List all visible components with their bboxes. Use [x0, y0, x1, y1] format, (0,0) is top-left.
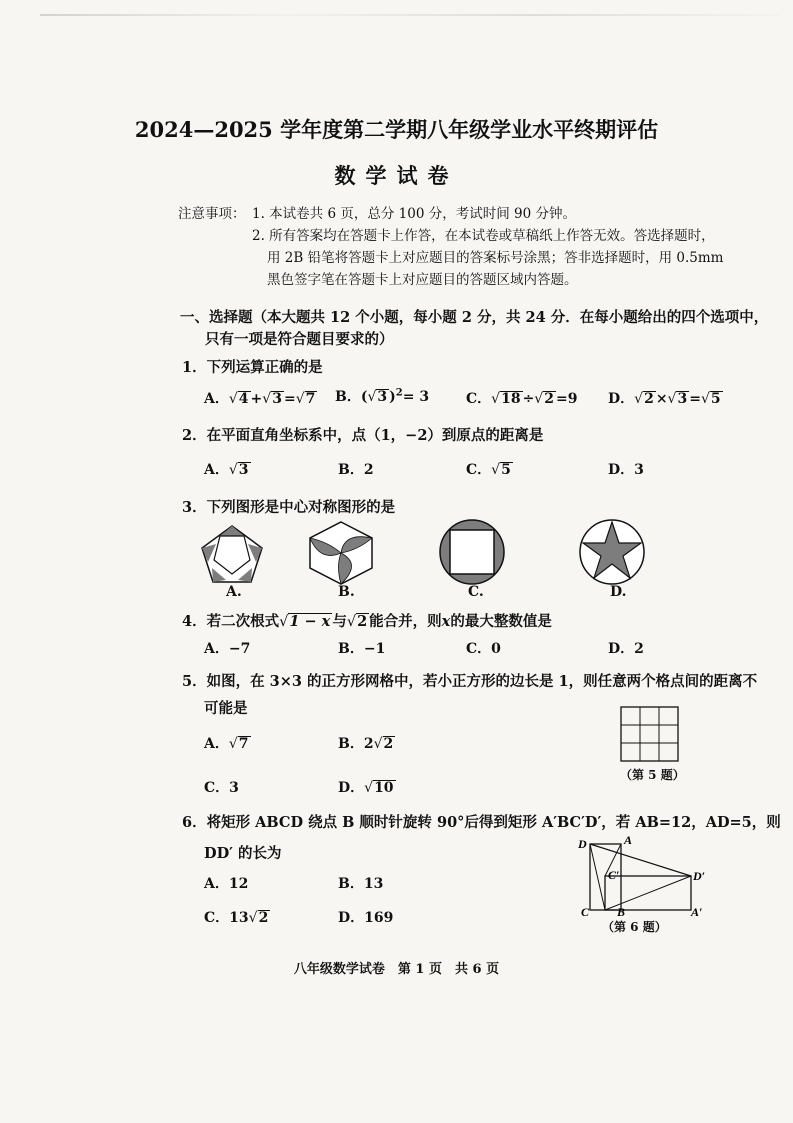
question-5-caption: （第 5 题）	[620, 768, 685, 782]
question-4-stem: 4．若二次根式√1 − x 与√2 能合并，则x的最大整数值是	[182, 613, 552, 630]
rotated-rectangle-figure	[574, 833, 714, 919]
notes-label: 注意事项：	[178, 206, 246, 222]
notes-line-4: 黑色签字笔在答题卡上对应题目的答题区域内答题。	[267, 272, 578, 288]
question-6-option-c[interactable]: C．13√2	[204, 910, 269, 926]
label-b: B	[617, 905, 626, 919]
question-1-option-c[interactable]: C．√18 ÷√2 =9	[466, 391, 578, 407]
subject-title: 数学试卷	[334, 163, 459, 188]
question-4-option-b[interactable]: B．−1	[338, 641, 386, 657]
question-1-option-a[interactable]: A．√4 +√3 =√7	[204, 391, 316, 407]
question-6-option-a[interactable]: A．12	[204, 876, 249, 892]
label-d: D	[578, 837, 587, 851]
notes-line-1: 1. 本试卷共 6 页，总分 100 分，考试时间 90 分钟。	[252, 206, 576, 222]
question-1-stem: 1．下列运算正确的是	[182, 359, 323, 376]
section-heading: 一、选择题（本大题共 12 个小题，每小题 2 分，共 24 分．在每小题给出的四个选项中，	[180, 309, 769, 326]
question-2-stem: 2．在平面直角坐标系中，点（1，−2）到原点的距离是	[182, 427, 544, 444]
question-6-caption: （第 6 题）	[602, 920, 667, 934]
question-6-option-d[interactable]: D．169	[338, 910, 394, 926]
label-c: C	[581, 905, 590, 919]
notes-line-2: 2. 所有答案均在答题卡上作答，在本试卷或草稿纸上作答无效。答选择题时，	[252, 228, 715, 244]
question-2-option-c[interactable]: C．√5	[466, 462, 511, 478]
question-3-option-d[interactable]: D.	[610, 584, 627, 600]
label-a: A	[624, 833, 633, 847]
label-c-prime: C′	[608, 868, 620, 882]
question-1-option-d[interactable]: D．√2 ×√3 =√5	[608, 391, 721, 407]
question-6-option-b[interactable]: B．13	[338, 876, 384, 892]
question-6-stem: 6．将矩形 ABCD 绕点 B 顺时针旋转 90°后得到矩形 A′BC′D′，若 AB=12，AD=5，则	[182, 814, 781, 831]
square-in-circle-figure[interactable]	[438, 518, 506, 586]
question-1-option-b[interactable]: B．(√3 )$^2$= 3	[335, 387, 430, 405]
question-6-stem-2: DD′ 的长为	[204, 845, 282, 862]
scan-artifact	[40, 14, 780, 16]
question-3-stem: 3．下列图形是中心对称图形的是	[182, 499, 396, 516]
exam-title: 2024—2025 学年度第二学期八年级学业水平终期评估	[134, 117, 659, 142]
section-heading-2: 只有一项是符合题目要求的）	[205, 331, 394, 348]
question-5-option-a[interactable]: A．√7	[204, 736, 249, 752]
question-3-option-a[interactable]: A.	[226, 584, 242, 600]
question-4-option-d[interactable]: D．2	[608, 641, 644, 657]
question-5-stem-2: 可能是	[204, 700, 248, 717]
question-2-option-b[interactable]: B．2	[338, 462, 374, 478]
hexagon-figure[interactable]	[306, 520, 376, 586]
grid-3x3-figure	[620, 706, 680, 762]
question-4-option-a[interactable]: A．−7	[204, 641, 251, 657]
question-3-option-c[interactable]: C.	[468, 584, 484, 600]
question-5-option-b[interactable]: B．2√2	[338, 736, 394, 752]
question-5-stem: 5．如图，在 3×3 的正方形网格中，若小正方形的边长是 1，则任意两个格点间的距离不	[182, 673, 758, 690]
label-d-prime: D′	[693, 869, 706, 883]
star-in-circle-figure[interactable]	[578, 518, 646, 586]
question-5-option-d[interactable]: D．√10	[338, 780, 394, 796]
question-2-option-a[interactable]: A．√3	[204, 462, 249, 478]
notes-line-3: 用 2B 铅笔将答题卡上对应题目的答案标号涂黑；答非选择题时，用 0.5mm	[267, 250, 724, 266]
question-3-option-b[interactable]: B.	[338, 584, 355, 600]
label-a-prime: A′	[691, 905, 703, 919]
page-footer: 八年级数学试卷 第 1 页 共 6 页	[293, 962, 500, 977]
question-5-option-c[interactable]: C．3	[204, 780, 239, 796]
question-2-option-d[interactable]: D．3	[608, 462, 644, 478]
question-4-option-c[interactable]: C．0	[466, 641, 501, 657]
pentagon-figure[interactable]	[200, 524, 264, 584]
